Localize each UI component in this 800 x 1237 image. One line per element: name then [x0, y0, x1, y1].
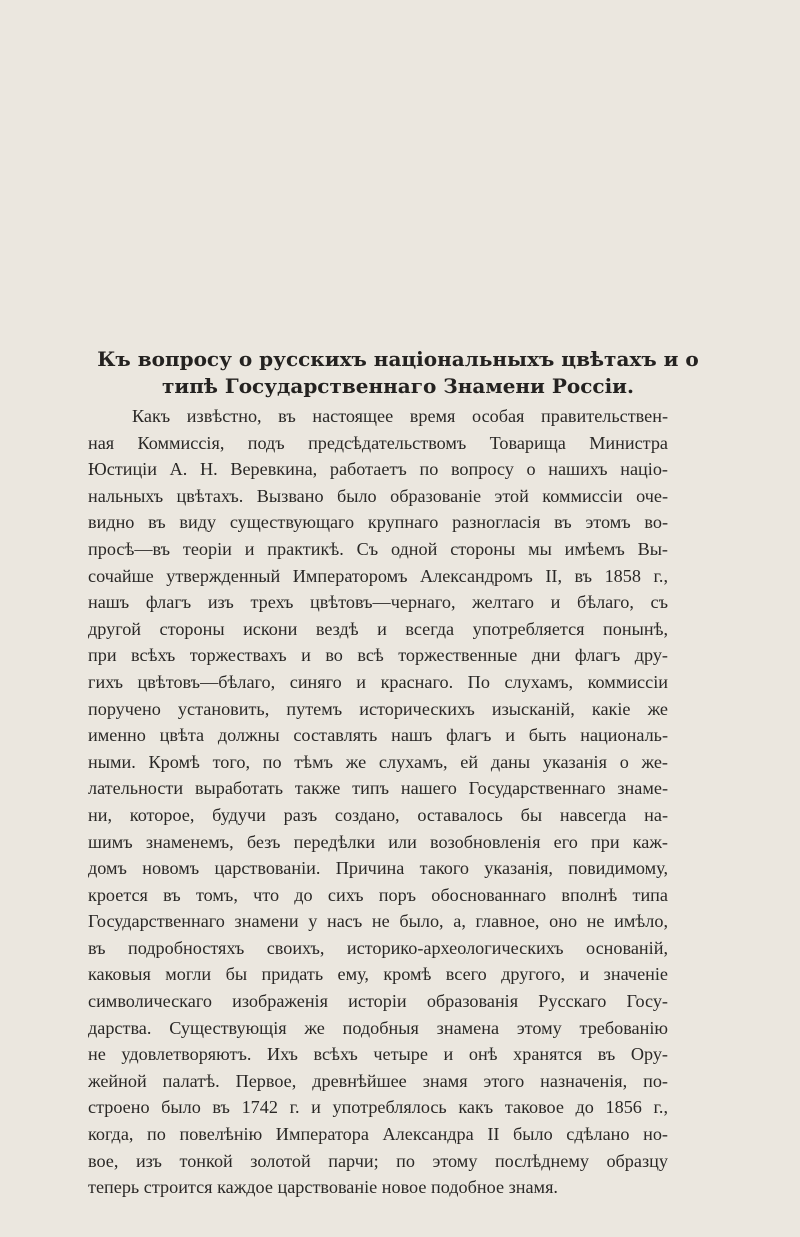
text-line: именно цвѣта должны составлять нашъ флагъ и быть националь-: [88, 725, 668, 746]
text-line: ни, которое, будучи разъ создано, оставалось бы навсегда на-: [88, 804, 668, 825]
page-title: [84, 346, 712, 400]
text-line: сочайше утвержденный Императоромъ Александромъ II, въ 1858 г.,: [88, 565, 668, 586]
text-line: теперь строится каждое царствованіе новое подобное знамя.: [88, 1177, 558, 1198]
title-line: типѣ Государственнаго Знамени Россіи.: [162, 374, 634, 398]
text-line: нашъ флагъ изъ трехъ цвѣтовъ—чернаго, желтаго и бѣлаго, съ: [88, 592, 668, 613]
title-line: Къ вопросу о русскихъ національныхъ цвѣтахъ и о: [97, 347, 699, 371]
text-line: символическаго изображенія исторіи образованія Русскаго Госу-: [88, 991, 668, 1012]
text-line: шимъ знаменемъ, безъ передѣлки или возобновленія его при каж-: [88, 831, 668, 852]
text-line: другой стороны искони вездѣ и всегда употребляется понынѣ,: [88, 618, 668, 639]
text-line: ными. Кромѣ того, по тѣмъ же слухамъ, ей даны указанія о же-: [88, 751, 668, 772]
text-line: поручено установить, путемъ историческихъ изысканій, какіе же: [88, 698, 668, 719]
text-line: лательности выработать также типъ нашего Государственнаго знаме-: [88, 778, 668, 799]
text-line: строено было въ 1742 г. и употреблялось какъ таковое до 1856 г.,: [88, 1097, 668, 1118]
text-line: Государственнаго знамени у насъ не было, а, главное, оно не имѣло,: [88, 911, 668, 932]
text-line: жейной палатѣ. Первое, древнѣйшее знамя этого назначенія, по-: [88, 1070, 668, 1091]
body-paragraph: [88, 403, 668, 1201]
text-line: гихъ цвѣтовъ—бѣлаго, синяго и краснаго. По слухамъ, коммиссіи: [88, 671, 668, 692]
text-line: когда, по повелѣнію Императора Александра II было сдѣлано но-: [88, 1124, 668, 1145]
text-line: просѣ—въ теоріи и практикѣ. Съ одной стороны мы имѣемъ Вы-: [88, 538, 668, 559]
text-line: кроется въ томъ, что до сихъ поръ обоснованнаго вполнѣ типа: [88, 884, 668, 905]
text-line: нальныхъ цвѣтахъ. Вызвано было образованіе этой коммиссіи оче-: [88, 485, 668, 506]
text-line: ная Коммиссія, подъ предсѣдательствомъ Товарища Министра: [88, 432, 668, 453]
text-line: въ подробностяхъ своихъ, историко-археологическихъ основаній,: [88, 937, 668, 958]
text-line: Юстиціи А. Н. Веревкина, работаетъ по вопросу о нашихъ націо-: [88, 459, 668, 480]
text-line: каковыя могли бы придать ему, кромѣ всего другого, и значеніе: [88, 964, 668, 985]
text-line: Какъ извѣстно, въ настоящее время особая правительствен-: [132, 406, 668, 426]
text-line: вое, изъ тонкой золотой парчи; по этому послѣднему образцу: [88, 1150, 668, 1171]
text-line: дарства. Существующія же подобныя знамена этому требованію: [88, 1017, 668, 1038]
text-line: видно въ виду существующаго крупнаго разногласія въ этомъ во-: [88, 512, 668, 533]
text-line: домъ новомъ царствованіи. Причина такого указанія, повидимому,: [88, 858, 668, 879]
text-line: не удовлетворяютъ. Ихъ всѣхъ четыре и онѣ хранятся въ Ору-: [88, 1044, 668, 1065]
text-line: при всѣхъ торжествахъ и во всѣ торжественные дни флагъ дру-: [88, 645, 668, 666]
